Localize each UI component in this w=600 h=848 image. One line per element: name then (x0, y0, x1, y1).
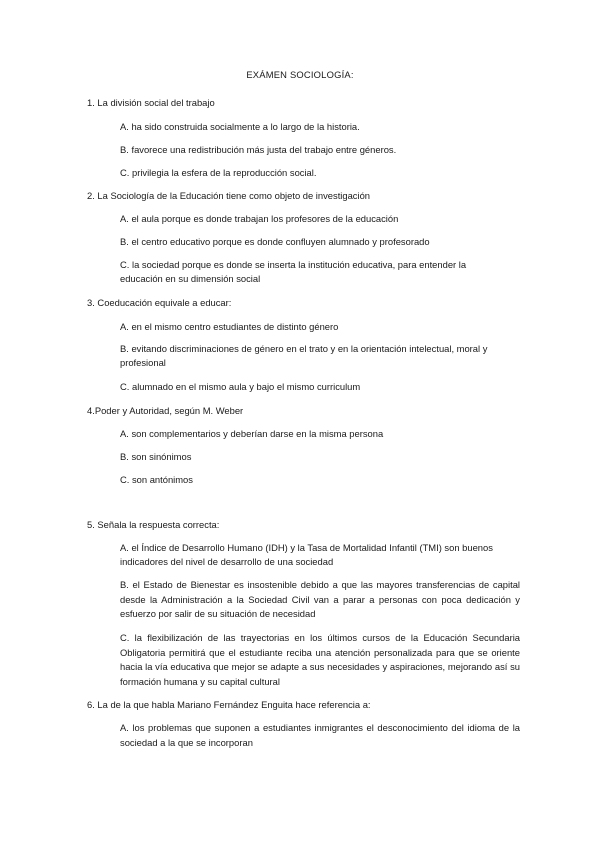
question-3-option-c: C. alumnado en el mismo aula y bajo el mismo curriculum (120, 381, 361, 392)
question-1: 1. La división social del trabajo (87, 97, 215, 108)
question-5-option-a: A. el Índice de Desarrollo Humano (IDH) y la Tasa de Mortalidad Infantil (TMI) son buenos indicadores del nivel de desarrollo de una sociedad (120, 542, 493, 567)
question-5-option-c: C. la flexibilización de las trayectorias en los últimos cursos de la Educación Secundaria Obligatoria permitirá que el estudiante reciba una atención personalizada para que se oriente hacia la vía educativa que mejor se adapte a sus necesidades y aspiraciones, mejorando así su formación humana y su capital cultural (120, 632, 520, 687)
question-4: 4.Poder y Autoridad, según M. Weber (87, 405, 244, 416)
question-1-option-a: A. ha sido construida socialmente a lo largo de la historia. (120, 121, 360, 132)
question-6: 6. La de la que habla Mariano Fernández Enguita hace referencia a: (87, 699, 371, 710)
question-4-option-b: B. son sinónimos (120, 451, 192, 462)
question-3: 3. Coeducación equivale a educar: (87, 297, 232, 308)
question-2: 2. La Sociología de la Educación tiene como objeto de investigación (87, 190, 371, 201)
question-3-option-b: B. evitando discriminaciones de género en el trato y en la orientación intelectual, moral y profesional (120, 343, 488, 368)
exam-title: EXÁMEN SOCIOLOGÍA: (246, 69, 354, 80)
question-5: 5. Señala la respuesta correcta: (87, 519, 220, 530)
question-4-option-a: A. son complementarios y deberían darse en la misma persona (120, 428, 384, 439)
question-5-option-b: B. el Estado de Bienestar es insostenible debido a que las mayores transferencias de capital desde la Administración a la Sociedad Civil van a parar a personas con poca dedicación y esfuerzo por salir de su situación de necesidad (120, 579, 520, 619)
question-2-option-a: A. el aula porque es donde trabajan los profesores de la educación (120, 213, 399, 224)
question-2-option-b: B. el centro educativo porque es donde confluyen alumnado y profesorado (120, 236, 430, 247)
question-3-option-a: A. en el mismo centro estudiantes de distinto género (120, 321, 339, 332)
question-6-option-a: A. los problemas que suponen a estudiantes inmigrantes el desconocimiento del idioma de la sociedad a la que se incorporan (120, 722, 520, 748)
question-1-option-c: C. privilegia la esfera de la reproducción social. (120, 167, 317, 178)
question-2-option-c: C. la sociedad porque es donde se inserta la institución educativa, para entender la educación en su dimensión social (120, 259, 467, 284)
question-1-option-b: B. favorece una redistribución más justa del trabajo entre géneros. (120, 144, 397, 155)
question-4-option-c: C. son antónimos (120, 474, 193, 485)
